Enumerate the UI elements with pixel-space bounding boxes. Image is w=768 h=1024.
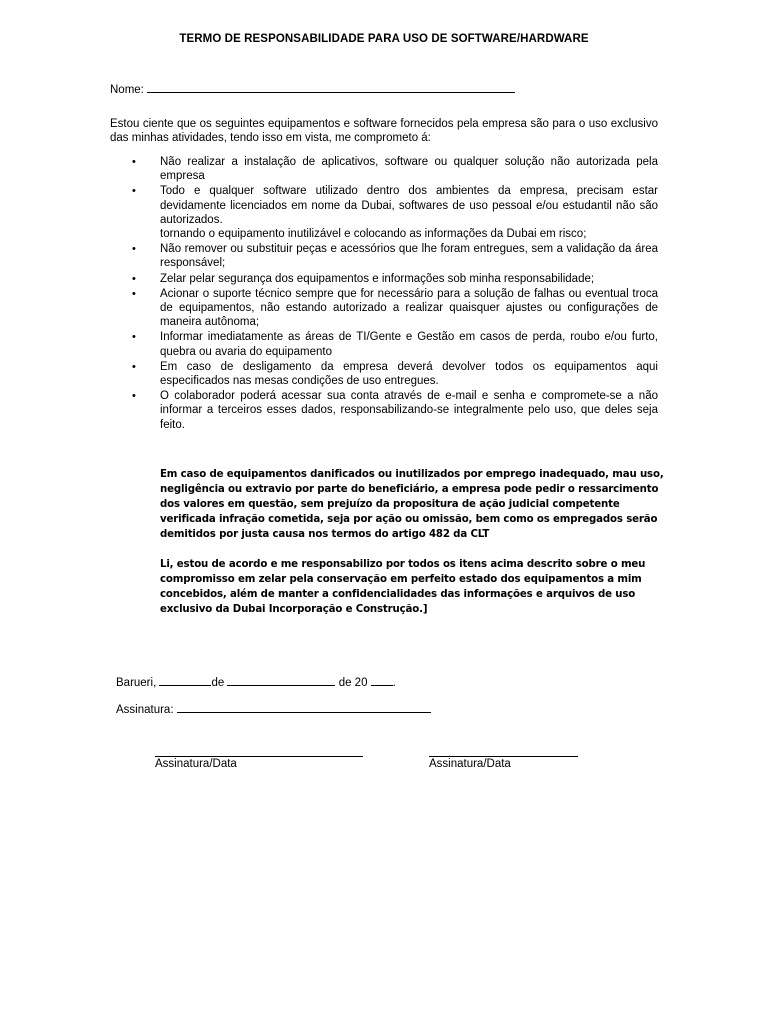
city-label: Barueri,: [116, 677, 157, 689]
list-item: [110, 155, 658, 183]
list-item-text: Acionar o suporte técnico sempre que for necessário para a solução de falhas ou eventual troca de equipamentos, não estando autorizado a realizar quaisquer ajustes ou configurações de maneira autônoma;: [160, 287, 658, 329]
list-item: [110, 184, 658, 241]
month-blank: [227, 673, 335, 686]
signature-label: Assinatura:: [116, 704, 174, 716]
name-field-line: [110, 80, 515, 96]
name-label: Nome:: [110, 84, 144, 96]
signature-block-right: [429, 744, 578, 770]
document-title: TERMO DE RESPONSABILIDADE PARA USO DE SOFTWARE/HARDWARE: [179, 33, 589, 45]
signature-date-label-right: Assinatura/Data: [429, 758, 511, 770]
bullet-icon: •: [132, 185, 136, 198]
signature-blank-right: [429, 744, 578, 757]
list-item-text: Informar imediatamente as áreas de TI/Gente e Gestão em casos de perda, roubo e/ou furto, quebra ou avaria do equipamento: [160, 331, 658, 358]
agreement-paragraph: Li, estou de acordo e me responsabilizo por todos os itens acima descrito sobre o meu compromisso em zelar pela conservação em perfeito estado dos equipamentos a mim concebidos, além de manter a confidencialidades das informações e arquivos de uso exclusivo da Dubai Incorporação e Construção.]: [160, 559, 646, 615]
list-item: [110, 330, 658, 358]
bullet-icon: •: [132, 156, 136, 168]
list-item: [110, 360, 658, 388]
list-item: [110, 242, 658, 270]
list-item-text: Não remover ou substituir peças e acessórios que lhe foram entregues, sem a validação da área responsável;: [160, 243, 658, 270]
bullet-icon: •: [132, 287, 136, 300]
intro-paragraph: Estou ciente que os seguintes equipamentos e software fornecidos pela empresa são para o uso exclusivo das minhas atividades, tendo isso em vista, me comprometo á:: [110, 118, 658, 144]
date-year-prefix: de 20: [338, 677, 368, 689]
damage-clause-paragraph: Em caso de equipamentos danificados ou inutilizados por emprego inadequado, mau uso, negligência ou extravio por parte do beneficiário, a empresa pode pedir o ressarcimento dos valores em questão, sem prejuízo da propositura de ação judicial competente verificada infração cometida, seja por ação ou omissão, bem como os empregados serão demitidos por justa causa nos termos do artigo 482 da CLT: [160, 469, 664, 540]
list-item-extra-text: tornando o equipamento inutilizável e colocando as informações da Dubai em risco;: [160, 228, 587, 241]
commitment-list: [110, 155, 658, 433]
list-item-text: O colaborador poderá acessar sua conta através de e-mail e senha e compromete-se a não informar a terceiros esses dados, responsabilizando-se integralmente pelo uso, que deles seja feito.: [160, 390, 658, 431]
signature-block-left: [155, 744, 363, 770]
signature-line: [116, 700, 431, 716]
name-blank: [147, 80, 515, 93]
list-item: [110, 287, 658, 330]
signature-blank-left: [155, 744, 363, 757]
date-de-label: de: [211, 677, 225, 689]
bullet-icon: •: [132, 331, 136, 344]
bullet-icon: •: [132, 243, 136, 256]
list-item-text: Em caso de desligamento da empresa deverá devolver todos os equipamentos aqui especificados nas mesas condições de uso entregues.: [160, 360, 658, 388]
list-item: [110, 272, 658, 286]
year-blank: [371, 673, 393, 686]
list-item: [110, 389, 658, 432]
bullet-icon: •: [132, 360, 136, 373]
list-item-text: Não realizar a instalação de aplicativos, software ou qualquer solução não autorizada pela empresa: [160, 156, 658, 183]
signature-date-label-left: Assinatura/Data: [155, 758, 237, 770]
date-line: [116, 673, 396, 689]
date-end: .: [392, 677, 396, 689]
signature-blank: [177, 700, 431, 713]
bullet-icon: •: [132, 272, 136, 285]
list-item-text: Zelar pelar segurança dos equipamentos e informações sob minha responsabilidade;: [160, 272, 595, 285]
day-blank: [159, 673, 211, 686]
bullet-icon: •: [132, 390, 136, 403]
list-item-text: Todo e qualquer software utilizado dentro dos ambientes da empresa, precisam estar devidamente licenciados em nome da Dubai, softwares de uso pessoal e/ou estudantil não são autorizados.: [160, 185, 658, 226]
